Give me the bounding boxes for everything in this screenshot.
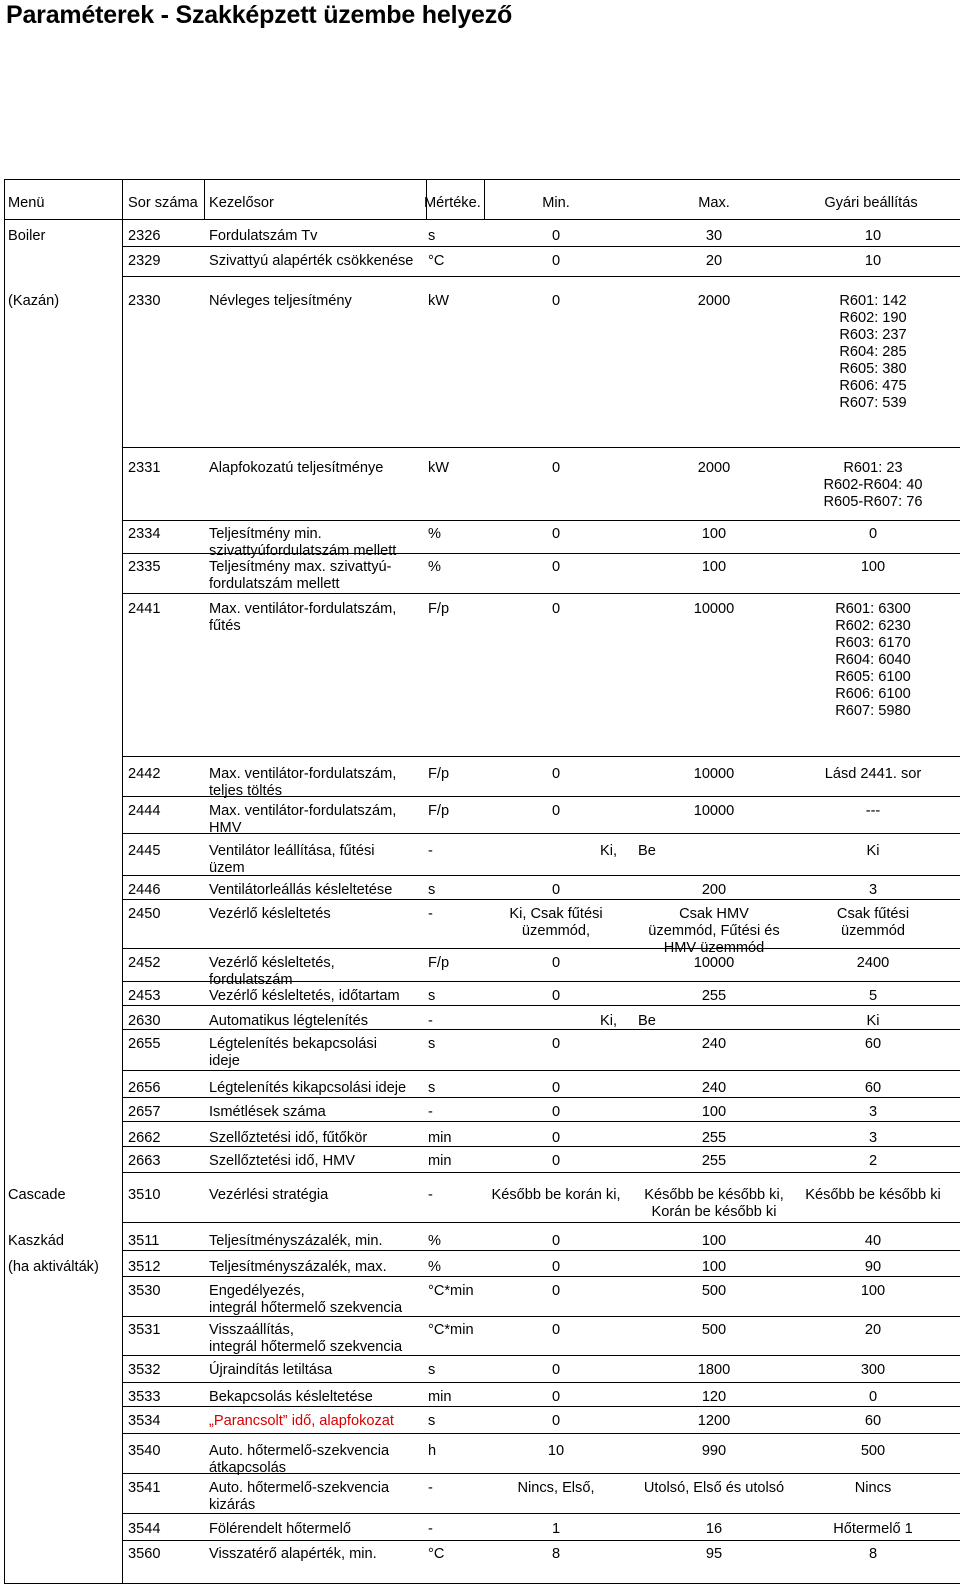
row-sor: 2446 — [128, 882, 161, 898]
row-max: Csak HMV — [679, 906, 749, 922]
row-max: 100 — [701, 526, 727, 542]
row-kezelo: Fordulatszám Tv — [209, 228, 318, 244]
row-kezelo: Max. ventilátor-fordulatszám, — [209, 766, 397, 782]
row-unit: min — [428, 1389, 452, 1405]
row-divider — [122, 1070, 960, 1071]
row-min: Ki, Csak fűtési — [509, 906, 603, 922]
row-min: 0 — [551, 955, 561, 971]
row-sor: 2657 — [128, 1104, 161, 1120]
table-top-border — [4, 179, 960, 180]
row-gyari: 20 — [864, 1322, 882, 1338]
row-gyari: Csak fűtési — [836, 906, 910, 922]
row-sor: 2441 — [128, 601, 161, 617]
row-unit: % — [428, 559, 441, 575]
row-max: Utolsó, Első és utolsó — [643, 1480, 785, 1496]
row-sor: 2444 — [128, 803, 161, 819]
row-min: 0 — [551, 253, 561, 269]
row-divider — [122, 520, 960, 521]
row-sor: 2663 — [128, 1153, 161, 1169]
row-max: 120 — [701, 1389, 727, 1405]
row-max: 10000 — [693, 803, 735, 819]
row-gyari: R604: 6040 — [835, 652, 911, 668]
row-sor: 2330 — [128, 293, 161, 309]
row-gyari: R607: 539 — [839, 395, 907, 411]
row-sor: 2326 — [128, 228, 161, 244]
row-kezelo: Automatikus légtelenítés — [209, 1013, 368, 1029]
row-divider — [122, 756, 960, 757]
row-kezelo: Fölérendelt hőtermelő — [209, 1521, 351, 1537]
row-gyari: Nincs — [854, 1480, 892, 1496]
row-sor: 2334 — [128, 526, 161, 542]
row-divider — [122, 1406, 960, 1407]
row-max: 100 — [701, 1259, 727, 1275]
row-gyari: R603: 237 — [839, 327, 907, 343]
row-kezelo: teljes töltés — [209, 783, 283, 799]
row-gyari: üzemmód — [840, 923, 906, 939]
menu-label: Kaszkád — [8, 1233, 64, 1249]
row-unit: kW — [428, 293, 450, 309]
row-sor: 3540 — [128, 1443, 161, 1459]
row-unit: - — [428, 1480, 433, 1496]
row-min: 10 — [547, 1443, 565, 1459]
header-bottom-border — [4, 219, 960, 220]
row-gyari: 60 — [864, 1080, 882, 1096]
row-sor: 3530 — [128, 1283, 161, 1299]
row-unit: - — [428, 1187, 433, 1203]
row-unit: - — [428, 1104, 433, 1120]
row-max: 240 — [701, 1036, 727, 1052]
row-min: 0 — [551, 1080, 561, 1096]
row-kezelo: átkapcsolás — [209, 1460, 287, 1476]
row-unit: F/p — [428, 766, 450, 782]
header-unit: Mértéke. — [424, 195, 481, 211]
row-kezelo: Vezérlési stratégia — [209, 1187, 329, 1203]
row-gyari: 3 — [868, 1104, 878, 1120]
row-unit: - — [428, 843, 433, 859]
row-divider — [122, 1513, 960, 1514]
row-max: 10000 — [693, 955, 735, 971]
row-divider — [122, 796, 960, 797]
menu-label: (ha aktiválták) — [8, 1259, 99, 1275]
row-gyari: 60 — [864, 1413, 882, 1429]
row-min: 0 — [551, 1104, 561, 1120]
row-min: 0 — [551, 1233, 561, 1249]
row-min: 0 — [551, 988, 561, 1004]
row-unit: % — [428, 526, 441, 542]
row-kezelo: Auto. hőtermelő-szekvencia — [209, 1443, 390, 1459]
row-min: 0 — [551, 559, 561, 575]
row-divider — [122, 1029, 960, 1030]
row-min: 0 — [551, 766, 561, 782]
row-min: 1 — [551, 1521, 561, 1537]
row-gyari: R605: 6100 — [835, 669, 911, 685]
header-max: Max. — [698, 195, 730, 211]
row-divider — [122, 981, 960, 982]
row-divider — [122, 1316, 960, 1317]
row-max: Korán be később ki — [651, 1204, 777, 1220]
row-gyari: R602: 190 — [839, 310, 907, 326]
row-gyari: R601: 6300 — [835, 601, 911, 617]
row-gyari: R606: 475 — [839, 378, 907, 394]
row-gyari: Ki — [866, 843, 880, 859]
row-kezelo: Légtelenítés kikapcsolási ideje — [209, 1080, 407, 1096]
row-min: 0 — [551, 1153, 561, 1169]
row-divider — [122, 276, 960, 277]
menu-label: (Kazán) — [8, 293, 60, 309]
row-gyari: Hőtermelő 1 — [833, 1521, 913, 1537]
row-kezelo: szivattyúfordulatszám mellett — [209, 543, 397, 559]
row-min: 0 — [551, 882, 561, 898]
row-gyari: 3 — [868, 882, 878, 898]
row-gyari: R602: 6230 — [835, 618, 911, 634]
row-max: 240 — [701, 1080, 727, 1096]
row-kezelo: fűtés — [209, 618, 241, 634]
row-kezelo: üzem — [209, 860, 245, 876]
row-sor: 2450 — [128, 906, 161, 922]
row-gyari: Ki — [866, 1013, 880, 1029]
row-sor: 2331 — [128, 460, 161, 476]
row-kezelo: Max. ventilátor-fordulatszám, — [209, 803, 397, 819]
row-max: 20 — [705, 253, 723, 269]
row-gyari: 10 — [864, 228, 882, 244]
row-gyari: 3 — [868, 1130, 878, 1146]
row-max: 200 — [701, 882, 727, 898]
row-gyari: R603: 6170 — [835, 635, 911, 651]
header-menu: Menü — [8, 195, 45, 211]
header-kezelo: Kezelősor — [209, 195, 274, 211]
row-unit: - — [428, 1013, 433, 1029]
row-gyari: 100 — [860, 559, 886, 575]
row-unit: F/p — [428, 955, 450, 971]
row-sor: 2335 — [128, 559, 161, 575]
row-kezelo: Vezérlő késleltetés, időtartam — [209, 988, 400, 1004]
row-unit: s — [428, 988, 436, 1004]
header-min: Min. — [542, 195, 570, 211]
row-kezelo: integrál hőtermelő szekvencia — [209, 1300, 403, 1316]
row-sor: 2329 — [128, 253, 161, 269]
row-kezelo: Vezérlő késleltetés, — [209, 955, 335, 971]
header-column-divider — [122, 179, 123, 219]
row-min: 0 — [551, 803, 561, 819]
row-unit: °C — [428, 253, 445, 269]
menu-label: Cascade — [8, 1187, 66, 1203]
row-unit: - — [428, 1521, 433, 1537]
row-gyari: 90 — [864, 1259, 882, 1275]
row-kezelo: Szivattyú alapérték csökkenése — [209, 253, 414, 269]
row-sor: 3532 — [128, 1362, 161, 1378]
header-column-divider — [426, 179, 427, 219]
row-gyari: R607: 5980 — [835, 703, 911, 719]
row-divider — [122, 1250, 960, 1251]
row-sor: 2630 — [128, 1013, 161, 1029]
row-unit: s — [428, 1362, 436, 1378]
row-divider — [122, 1097, 960, 1098]
row-max: 100 — [701, 1104, 727, 1120]
row-divider — [122, 1355, 960, 1356]
row-divider — [122, 246, 960, 247]
row-kezelo: integrál hőtermelő szekvencia — [209, 1339, 403, 1355]
row-unit: s — [428, 1080, 436, 1096]
row-kezelo: Légtelenítés bekapcsolási — [209, 1036, 377, 1052]
row-gyari: 5 — [868, 988, 878, 1004]
row-unit: min — [428, 1130, 452, 1146]
row-kezelo: HMV — [209, 820, 242, 836]
row-kezelo: Bekapcsolás késleltetése — [209, 1389, 373, 1405]
row-kezelo: Alapfokozatú teljesítménye — [209, 460, 384, 476]
row-divider — [122, 1473, 960, 1474]
row-unit: F/p — [428, 601, 450, 617]
row-kezelo: Engedélyezés, — [209, 1283, 305, 1299]
row-kezelo: ideje — [209, 1053, 240, 1069]
row-min: 0 — [551, 460, 561, 476]
row-kezelo: Teljesítményszázalék, max. — [209, 1259, 387, 1275]
row-min: 0 — [551, 1259, 561, 1275]
row-max: 100 — [701, 1233, 727, 1249]
row-unit: % — [428, 1259, 441, 1275]
row-max: Be — [638, 843, 656, 859]
row-max: 500 — [701, 1283, 727, 1299]
row-kezelo: Névleges teljesítmény — [209, 293, 352, 309]
row-min: 0 — [551, 228, 561, 244]
row-gyari: R604: 285 — [839, 344, 907, 360]
row-min: Ki, — [600, 1013, 618, 1029]
row-unit: % — [428, 1233, 441, 1249]
row-min: Nincs, Első, — [517, 1480, 595, 1496]
row-divider — [122, 833, 960, 834]
row-min: üzemmód, — [521, 923, 591, 939]
row-sor: 2452 — [128, 955, 161, 971]
row-unit: F/p — [428, 803, 450, 819]
row-min: 0 — [551, 1389, 561, 1405]
row-sor: 2453 — [128, 988, 161, 1004]
row-sor: 3531 — [128, 1322, 161, 1338]
row-gyari: 0 — [868, 1389, 878, 1405]
row-sor: 2655 — [128, 1036, 161, 1052]
row-kezelo: Ventilátorleállás késleltetése — [209, 882, 393, 898]
row-kezelo: Visszatérő alapérték, min. — [209, 1546, 377, 1562]
row-kezelo: Max. ventilátor-fordulatszám, — [209, 601, 397, 617]
row-max: 990 — [701, 1443, 727, 1459]
row-unit: kW — [428, 460, 450, 476]
header-sor: Sor száma — [128, 195, 198, 211]
row-unit: °C — [428, 1546, 445, 1562]
row-min: 8 — [551, 1546, 561, 1562]
row-gyari: 100 — [860, 1283, 886, 1299]
row-min: 0 — [551, 1283, 561, 1299]
row-max: 10000 — [693, 601, 735, 617]
row-max: 10000 — [693, 766, 735, 782]
row-sor: 3510 — [128, 1187, 161, 1203]
row-sor: 2662 — [128, 1130, 161, 1146]
row-max: 1800 — [697, 1362, 731, 1378]
row-divider — [122, 593, 960, 594]
row-gyari: Később be később ki — [805, 1187, 941, 1203]
row-gyari: 8 — [868, 1546, 878, 1562]
row-divider — [122, 948, 960, 949]
row-min: 0 — [551, 1322, 561, 1338]
row-divider — [122, 1540, 960, 1541]
row-gyari: Lásd 2441. sor — [824, 766, 922, 782]
row-min: 0 — [551, 526, 561, 542]
row-unit: h — [428, 1443, 437, 1459]
row-gyari: R601: 23 — [843, 460, 903, 476]
row-divider — [122, 447, 960, 448]
row-max: 500 — [701, 1322, 727, 1338]
row-divider — [122, 553, 960, 554]
row-kezelo: Vezérlő késleltetés — [209, 906, 331, 922]
row-min: 0 — [551, 1413, 561, 1429]
row-min: 0 — [551, 293, 561, 309]
table-left-border — [4, 179, 5, 1584]
row-divider — [122, 1005, 960, 1006]
row-kezelo: Auto. hőtermelő-szekvencia — [209, 1480, 390, 1496]
row-divider — [122, 1121, 960, 1122]
row-max: 255 — [701, 1130, 727, 1146]
row-gyari: 2 — [868, 1153, 878, 1169]
row-kezelo: Szellőztetési idő, fűtőkör — [209, 1130, 368, 1146]
header-column-divider — [204, 179, 205, 219]
row-min: 0 — [551, 601, 561, 617]
row-min: 0 — [551, 1036, 561, 1052]
row-min: Ki, — [600, 843, 618, 859]
row-sor: 3511 — [128, 1233, 160, 1249]
row-unit: °C*min — [428, 1283, 474, 1299]
row-kezelo: fordulatszám mellett — [209, 576, 340, 592]
menu-label: Boiler — [8, 228, 46, 244]
row-divider — [122, 1433, 960, 1434]
row-max: Később be később ki, — [644, 1187, 784, 1203]
row-unit: min — [428, 1153, 452, 1169]
row-kezelo: Teljesítmény min. — [209, 526, 322, 542]
row-unit: s — [428, 882, 436, 898]
row-divider — [122, 1172, 960, 1173]
row-sor: 2445 — [128, 843, 161, 859]
row-max: 95 — [705, 1546, 723, 1562]
row-max: 2000 — [697, 293, 731, 309]
row-min: 0 — [551, 1130, 561, 1146]
row-divider — [122, 875, 960, 876]
row-kezelo: Teljesítmény max. szivattyú- — [209, 559, 392, 575]
row-divider — [122, 1382, 960, 1383]
row-max: 30 — [705, 228, 723, 244]
header-column-divider — [484, 179, 485, 219]
row-max: üzemmód, Fűtési és — [648, 923, 780, 939]
row-divider — [122, 1222, 960, 1223]
row-divider — [122, 899, 960, 900]
row-max: 255 — [701, 1153, 727, 1169]
row-gyari: 60 — [864, 1036, 882, 1052]
menu-column-divider — [122, 219, 123, 1584]
row-gyari: 40 — [864, 1233, 882, 1249]
row-gyari: 10 — [864, 253, 882, 269]
row-gyari: R605: 380 — [839, 361, 907, 377]
row-sor: 2442 — [128, 766, 161, 782]
row-max: 1200 — [697, 1413, 731, 1429]
row-unit: s — [428, 1413, 436, 1429]
row-kezelo: Visszaállítás, — [209, 1322, 294, 1338]
row-unit: - — [428, 906, 433, 922]
row-sor: 3534 — [128, 1413, 161, 1429]
row-unit: °C*min — [428, 1322, 474, 1338]
row-gyari: R602-R604: 40 — [823, 477, 923, 493]
row-min: 0 — [551, 1362, 561, 1378]
row-kezelo: Teljesítményszázalék, min. — [209, 1233, 383, 1249]
row-gyari: R601: 142 — [839, 293, 907, 309]
row-min: Később be korán ki, — [491, 1187, 621, 1203]
row-kezelo: kizárás — [209, 1497, 256, 1513]
row-max: 2000 — [697, 460, 731, 476]
row-sor: 2656 — [128, 1080, 161, 1096]
row-gyari: 300 — [860, 1362, 886, 1378]
row-sor: 3541 — [128, 1480, 161, 1496]
row-max: 100 — [701, 559, 727, 575]
row-gyari: 500 — [860, 1443, 886, 1459]
row-max: 255 — [701, 988, 727, 1004]
row-max: 16 — [705, 1521, 723, 1537]
page-title: Paraméterek - Szakképzett üzembe helyező — [6, 1, 513, 29]
row-unit: s — [428, 228, 436, 244]
row-gyari: --- — [865, 803, 881, 819]
row-kezelo: fordulatszám — [209, 972, 293, 988]
row-kezelo: Újraindítás letiltása — [209, 1362, 333, 1378]
row-kezelo: Ismétlések száma — [209, 1104, 326, 1120]
row-unit: s — [428, 1036, 436, 1052]
header-gyari: Gyári beállítás — [824, 195, 918, 211]
row-max: HMV üzemmód — [663, 940, 765, 956]
row-kezelo: „Parancsolt” idő, alapfokozat — [209, 1413, 394, 1429]
row-divider — [122, 1276, 960, 1277]
row-gyari: R605-R607: 76 — [823, 494, 923, 510]
row-kezelo: Ventilátor leállítása, fűtési — [209, 843, 375, 859]
row-max: Be — [638, 1013, 656, 1029]
row-sor: 3512 — [128, 1259, 161, 1275]
row-gyari: 0 — [868, 526, 878, 542]
row-sor: 3544 — [128, 1521, 161, 1537]
row-gyari: 2400 — [856, 955, 890, 971]
row-kezelo: Szellőztetési idő, HMV — [209, 1153, 355, 1169]
row-sor: 3560 — [128, 1546, 161, 1562]
row-gyari: R606: 6100 — [835, 686, 911, 702]
row-sor: 3533 — [128, 1389, 161, 1405]
row-divider — [122, 1146, 960, 1147]
